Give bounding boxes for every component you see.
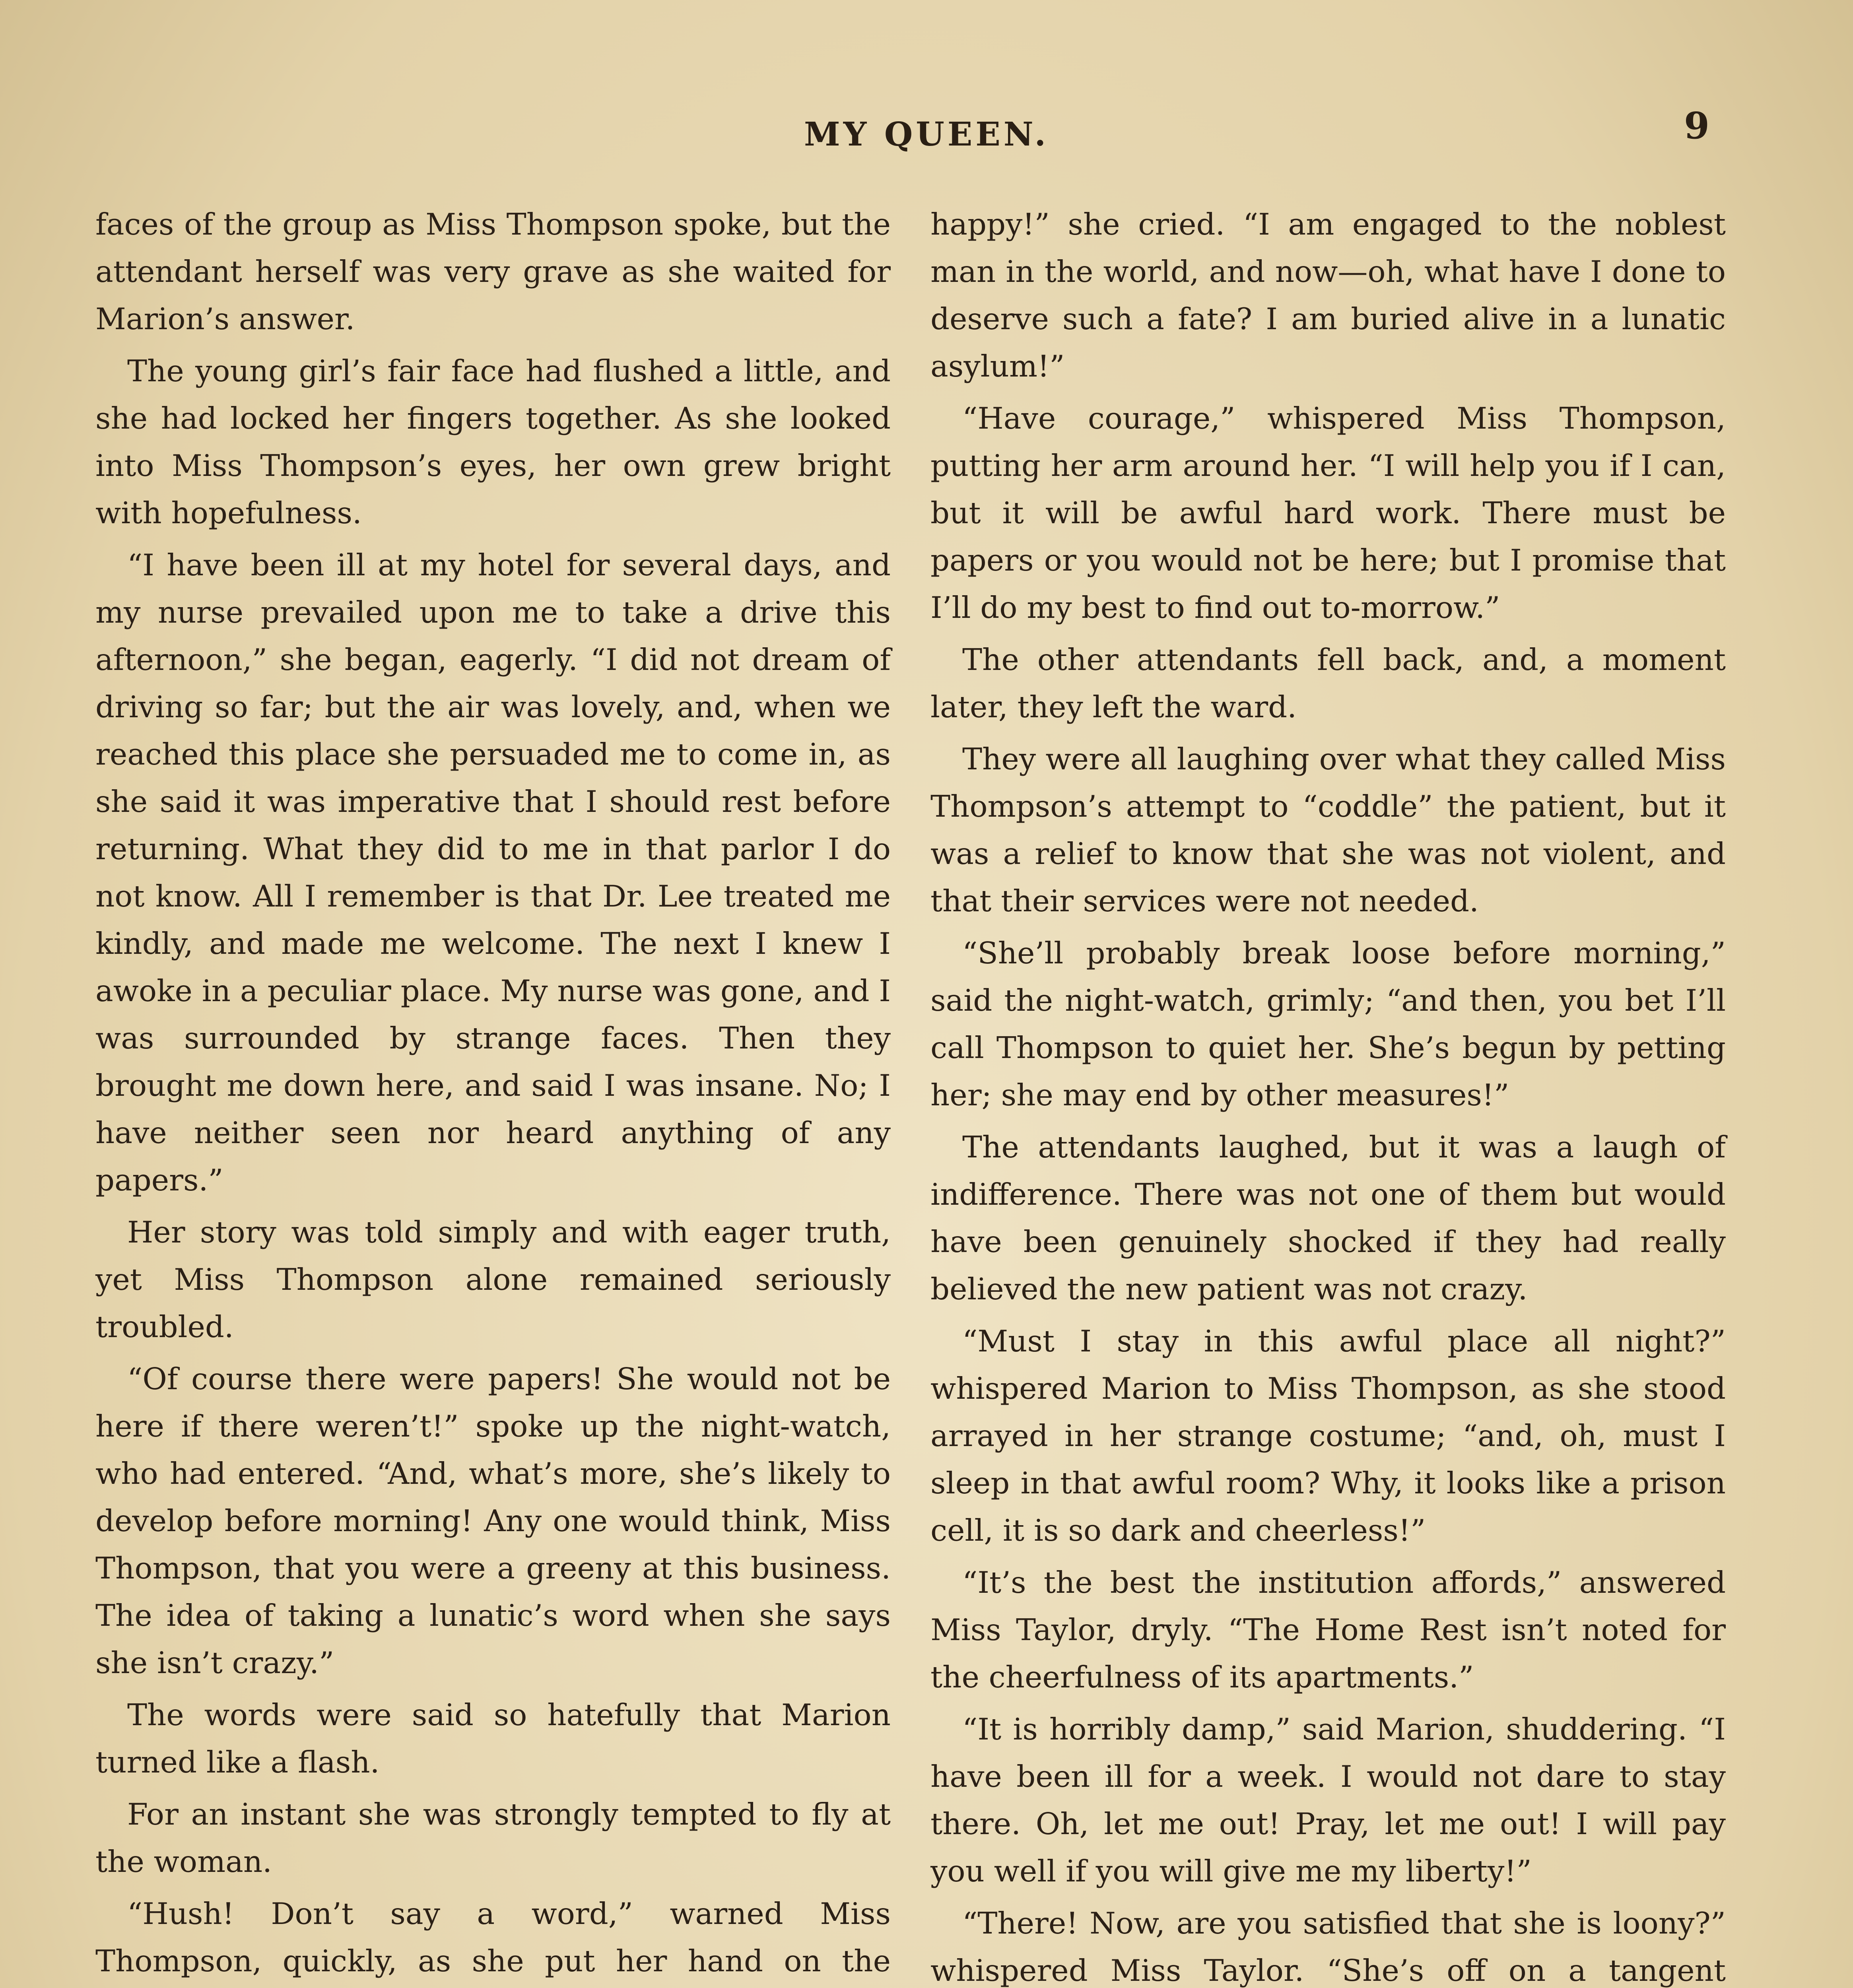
paragraph: “It is horribly damp,” said Marion, shuddering. “I have been ill for a week. I would not dare to stay there. Oh, let me out! Pray, let me out! I will pay you well if you will give me my liberty!” — [930, 1712, 1726, 1889]
paragraph: The young girl’s fair face had flushed a little, and she had locked her fingers together. As she looked into Miss Thompson’s eyes, her own grew bright with hopefulness. — [95, 353, 891, 530]
paragraph: faces of the group as Miss Thompson spoke, but the attendant herself was very grave as she waited for Marion’s answer. — [95, 207, 891, 336]
right-column — [930, 201, 1726, 1988]
paragraph: “I have been ill at my hotel for several days, and my nurse prevailed upon me to take a drive this afternoon,” she began, eagerly. “I did not dream of driving so far; but the air was lovely, and, when we reached this place she persuaded me to come in, as she said it was imperative that I should rest before returning. What they did to me in that parlor I do not know. All I remember is that Dr. Lee treated me kindly, and made me welcome. The next I knew I awoke in a peculiar place. My nurse was gone, and I was surrounded by strange faces. Then they brought me down here, and said I was insane. No; I have neither seen nor heard anything of any papers.” — [95, 547, 891, 1198]
paragraph: “It’s the best the institution affords,” answered Miss Taylor, dryly. “The Home Rest isn’t noted for the cheerfulness of its apartments.” — [930, 1565, 1726, 1695]
page-number: 9 — [1684, 104, 1710, 147]
paragraph: happy!” she cried. “I am engaged to the noblest man in the world, and now—oh, what have I done to deserve such a fate? I am buried alive in a lunatic asylum!” — [930, 207, 1726, 384]
paragraph: They were all laughing over what they called Miss Thompson’s attempt to “coddle” the patient, but it was a relief to know that she was not violent, and that their services were not needed. — [930, 742, 1726, 918]
paragraph: The words were said so hatefully that Marion turned like a flash. — [95, 1697, 891, 1780]
paragraph: “Have courage,” whispered Miss Thompson, putting her arm around her. “I will help you if I can, but it will be awful hard work. There must be papers or you would not be here; but I promise that I’ll do my best to find out to-morrow.” — [930, 401, 1726, 625]
paragraph: For an instant she was strongly tempted to fly at the woman. — [95, 1797, 891, 1879]
running-header: MY QUEEN. — [804, 115, 1049, 153]
paragraph: “Hush! Don’t say a word,” warned Miss Thompson, quickly, as she put her hand on the — [95, 1896, 891, 1978]
paragraph: “There! Now, are you satisfied that she is loony?” whispered Miss Taylor. “She’s off on a tangent — [930, 1906, 1726, 1988]
paragraph: “Must I stay in this awful place all night?” whispered Marion to Miss Thompson, as she stood arrayed in her strange costume; “and, oh, must I sleep in that awful room? Why, it looks like a prison cell, it is so dark and cheerless!” — [930, 1324, 1726, 1548]
left-column — [95, 201, 891, 1988]
paragraph: “Of course there were papers! She would not be here if there weren’t!” spoke up the night-watch, who had entered. “And, what’s more, she’s likely to develop before morning! Any one would think, Miss Thompson, that you were a greeny at this business. The idea of taking a lunatic’s word when she says she isn’t crazy.” — [95, 1361, 891, 1680]
paragraph: The other attendants fell back, and, a moment later, they left the ward. — [930, 642, 1726, 724]
paragraph: “She’ll probably break loose before morning,” said the night-watch, grimly; “and then, you bet I’ll call Thompson to quiet her. She’s begun by petting her; she may end by other measures!” — [930, 936, 1726, 1112]
paragraph: The attendants laughed, but it was a laugh of indifference. There was not one of them but would have been genuinely shocked if they had really believed the new patient was not crazy. — [930, 1130, 1726, 1307]
paragraph: Her story was told simply and with eager truth, yet Miss Thompson alone remained seriously troubled. — [95, 1215, 891, 1344]
